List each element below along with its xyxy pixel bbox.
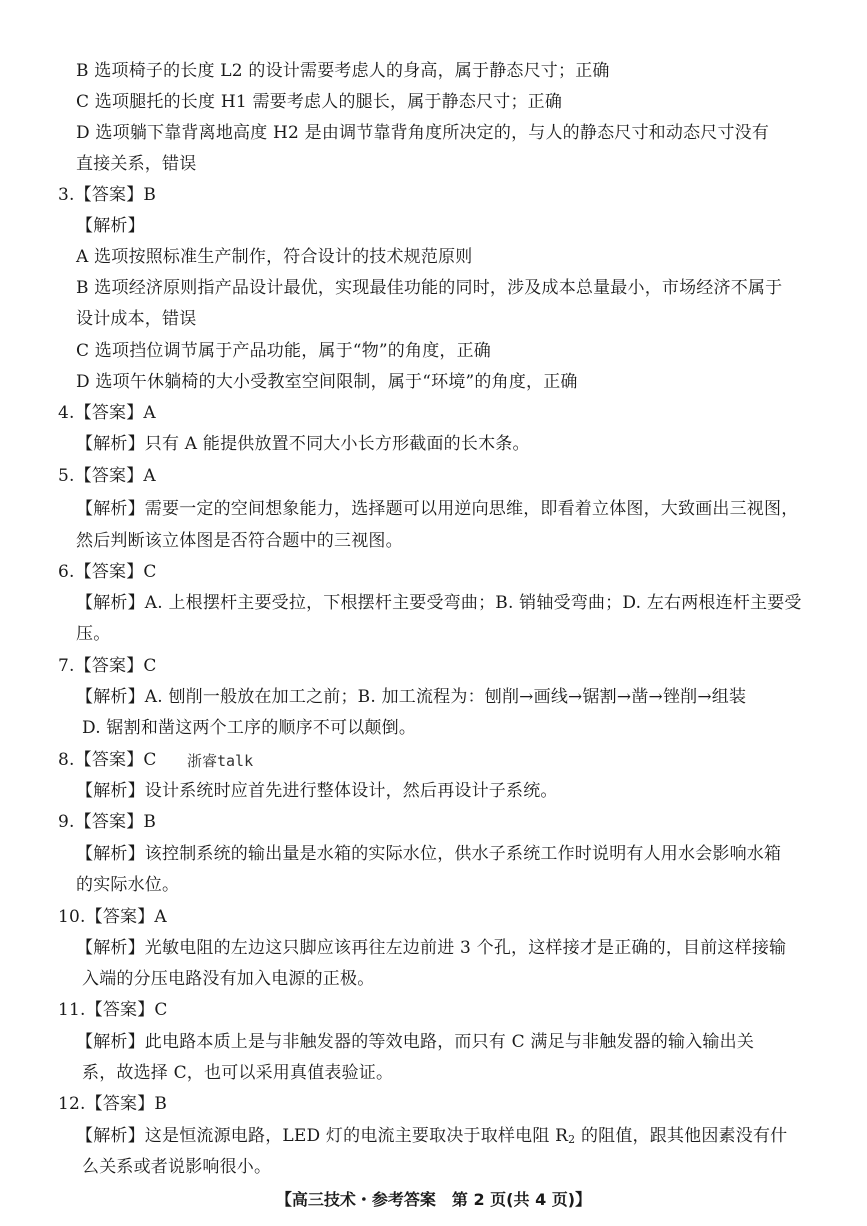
answer-heading: 11.【答案】C bbox=[58, 1000, 168, 1020]
text-line: B 选项椅子的长度 L2 的设计需要考虑人的身高，属于静态尺寸；正确 bbox=[76, 61, 610, 81]
analysis-text: 的阻值，跟其他因素没有什 bbox=[575, 1126, 788, 1146]
analysis-line: 【解析】A. 上根摆杆主要受拉，下根摆杆主要受弯曲；B. 销轴受弯曲；D. 左右两根连杆主要受 bbox=[76, 593, 802, 613]
analysis-line: 【解析】光敏电阻的左边这只脚应该再往左边前进 3 个孔，这样接才是正确的，目前这样接输 bbox=[76, 938, 787, 958]
analysis-line: 【解析】设计系统时应首先进行整体设计，然后再设计子系统。 bbox=[76, 781, 558, 801]
watermark-text: 浙睿talk bbox=[187, 752, 254, 770]
text-line: 压。 bbox=[76, 624, 111, 644]
subscript: 2 bbox=[568, 1133, 576, 1146]
text-line: 然后判断该立体图是否符合题中的三视图。 bbox=[76, 531, 403, 551]
analysis-line: 【解析】需要一定的空间想象能力，选择题可以用逆向思维，即看着立体图，大致画出三视图， bbox=[76, 499, 799, 519]
analysis-line: 【解析】只有 A 能提供放置不同大小长方形截面的长木条。 bbox=[76, 434, 530, 454]
analysis-heading: 【解析】 bbox=[76, 216, 145, 236]
answer-heading: 12.【答案】B bbox=[58, 1094, 168, 1114]
analysis-line bbox=[76, 1125, 787, 1151]
text-line: C 选项挡位调节属于产品功能，属于“物”的角度，正确 bbox=[76, 341, 491, 361]
text-line: A 选项按照标准生产制作，符合设计的技术规范原则 bbox=[76, 247, 473, 267]
text-line: 设计成本，错误 bbox=[76, 309, 197, 329]
analysis-line: 【解析】该控制系统的输出量是水箱的实际水位，供水子系统工作时说明有人用水会影响水箱 bbox=[76, 844, 782, 864]
answer-heading: 8.【答案】C bbox=[58, 750, 157, 770]
answer-heading: 5.【答案】A bbox=[58, 466, 156, 486]
analysis-text: 【解析】这是恒流源电路，LED 灯的电流主要取决于取样电阻 R bbox=[76, 1126, 569, 1146]
text-line: D 选项躺下靠背离地高度 H2 是由调节靠背角度所决定的，与人的静态尺寸和动态尺寸没有 bbox=[76, 123, 770, 143]
text-line: D 选项午休躺椅的大小受教室空间限制，属于“环境”的角度，正确 bbox=[76, 372, 578, 392]
answer-heading: 9.【答案】B bbox=[58, 812, 157, 832]
text-line: 直接关系，错误 bbox=[76, 154, 197, 174]
text-line: 入端的分压电路没有加入电源的正极。 bbox=[82, 969, 375, 989]
analysis-line: 【解析】此电路本质上是与非触发器的等效电路，而只有 C 满足与非触发器的输入输出关 bbox=[76, 1032, 755, 1052]
page-footer: 【高三技术・参考答案 第 2 页(共 4 页)】 bbox=[275, 1190, 592, 1209]
text-line: B 选项经济原则指产品设计最优，实现最佳功能的同时，涉及成本总量最小，市场经济不属于 bbox=[76, 278, 783, 298]
text-line: 系，故选择 C，也可以采用真值表验证。 bbox=[82, 1063, 394, 1083]
text-line: D. 锯割和凿这两个工序的顺序不可以颠倒。 bbox=[82, 718, 417, 738]
text-line: C 选项腿托的长度 H1 需要考虑人的腿长，属于静态尺寸；正确 bbox=[76, 92, 563, 112]
answer-heading: 10.【答案】A bbox=[58, 907, 167, 927]
answer-heading: 7.【答案】C bbox=[58, 656, 157, 676]
analysis-line: 【解析】A. 刨削一般放在加工之前；B. 加工流程为：刨削→画线→锯割→凿→锉削→组装 bbox=[76, 687, 747, 707]
answer-heading: 6.【答案】C bbox=[58, 562, 157, 582]
answer-heading: 3.【答案】B bbox=[58, 185, 157, 205]
answer-heading: 4.【答案】A bbox=[58, 403, 156, 423]
text-line: 么关系或者说影响很小。 bbox=[82, 1157, 272, 1177]
text-line: 的实际水位。 bbox=[76, 875, 180, 895]
